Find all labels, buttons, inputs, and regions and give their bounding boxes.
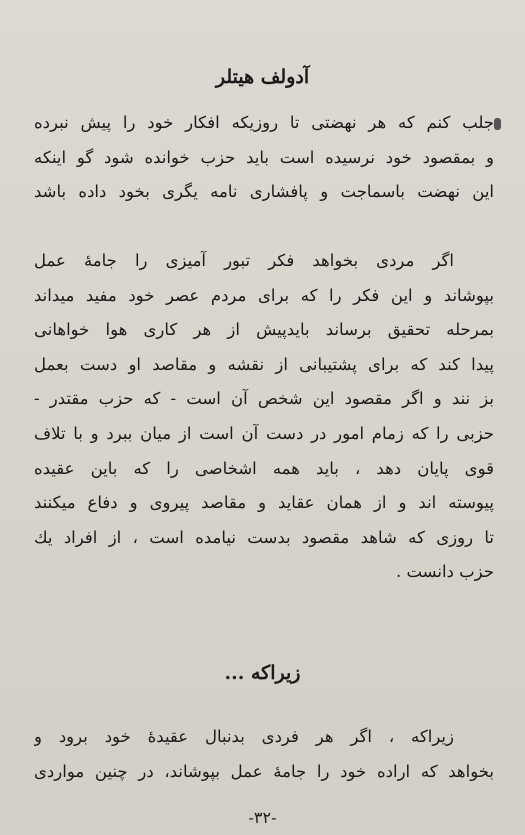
text-line: بمرحله تحقیق برساند بایدپیش از هر کاری هوا خواهانی	[34, 320, 494, 340]
text-line: اگر مردی بخواهد فکر تبور آمیزی را جامهٔ عمل	[34, 251, 454, 270]
text-line: و بمقصود خود نرسیده است باید حزب خوانده شود گو اینکه	[34, 147, 494, 167]
text-line: تا روزی که شاهد مقصود بدست نیامده است ، از افراد یك	[34, 527, 494, 547]
text-line: جلب کنم که هر نهضتی تا روزیکه افکار خود را پیش نبرده	[34, 113, 494, 132]
running-header: آدولف هیتلر	[215, 66, 310, 88]
ink-mark	[494, 118, 501, 130]
text-line: پیوسته اند و از همان عقاید و مقاصد پیروی و دفاع میکنند	[34, 493, 494, 513]
text-line: این نهضت باسماجت و پافشاری نامه یگری بخود داده باشد	[34, 182, 494, 202]
text-line: حزبی را که زمام امور در دست آن است از میان ببرد و با تلاف	[34, 423, 494, 443]
paragraph-1	[34, 106, 494, 210]
text-line: بخواهد که اراده خود را جامهٔ عمل بپوشاند، در چنین مواردی	[34, 761, 494, 781]
paragraph-2	[34, 244, 494, 590]
paragraph-3	[34, 720, 494, 789]
text-line: زیراکه ، اگر هر فردی بدنبال عقیدهٔ خود برود و	[34, 727, 454, 746]
text-line: حزب دانست .	[395, 562, 494, 582]
text-line: قوی پایان دهد ، باید همه اشخاصی را که باین عقیده	[34, 458, 494, 478]
text-line: بپوشاند و این فکر را که برای مردم عصر خود مفید میداند	[34, 285, 494, 305]
subheading: زیراکه ...	[224, 662, 301, 684]
text-line: بز نند و اگر مقصود این شخص آن است - که حزب مقتدر -	[34, 389, 494, 409]
text-line: پیدا کند که برای پشتیبانی از نقشه و مقاصد او دست بعمل	[34, 354, 494, 374]
page-number: -۳۲-	[248, 808, 277, 827]
